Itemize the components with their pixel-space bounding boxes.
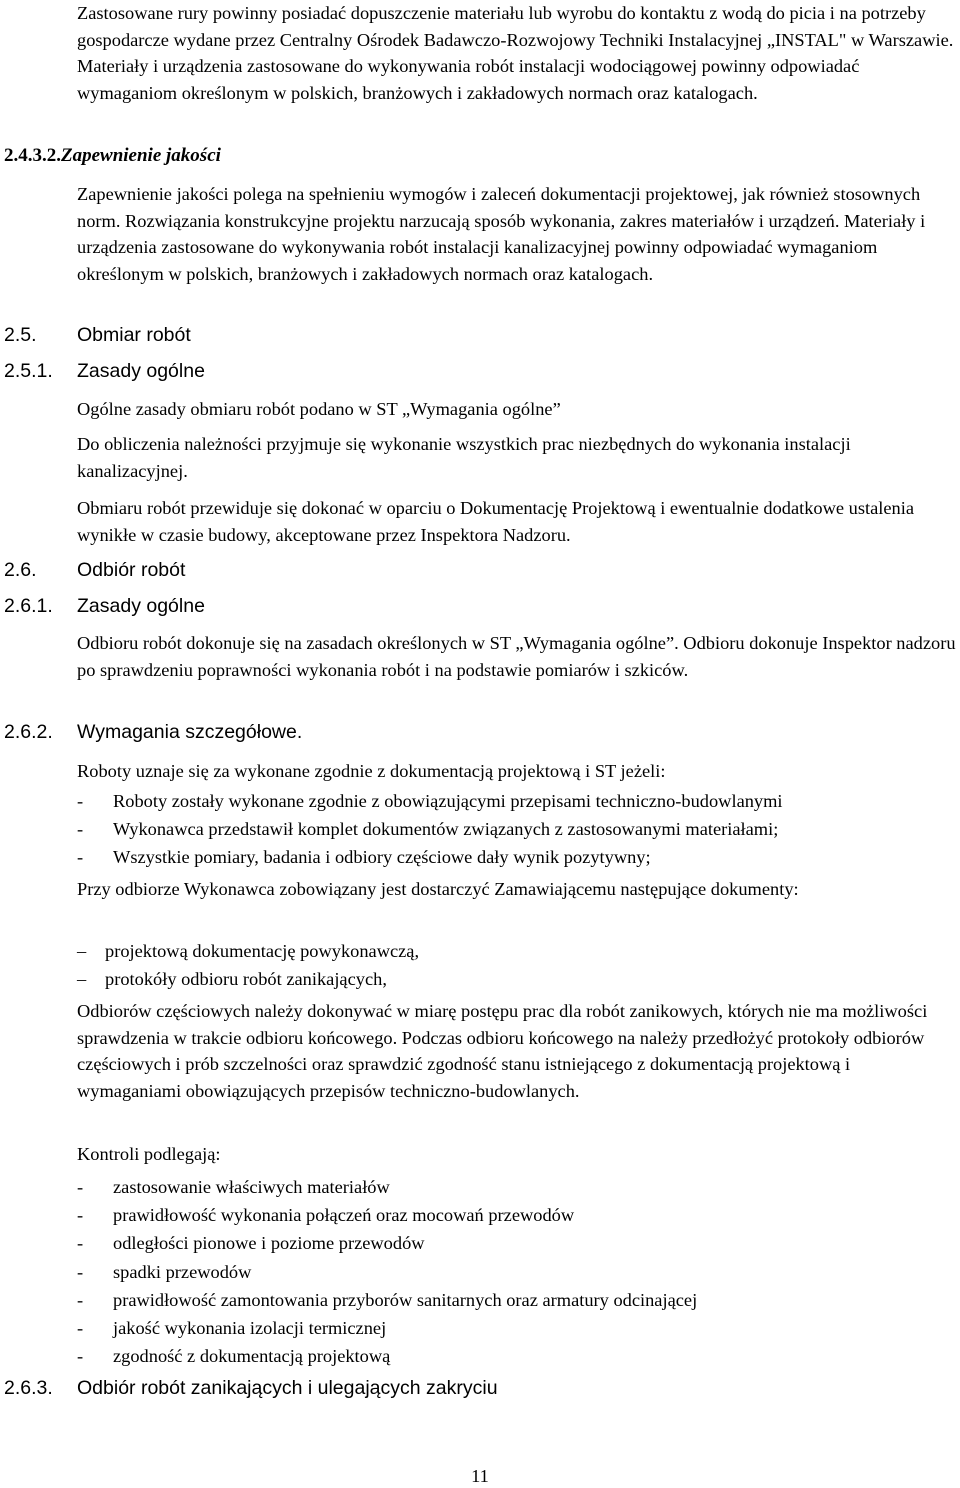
list-item: [77, 1343, 957, 1369]
list-item: [77, 1259, 957, 1285]
paragraph-inspection-covers: Kontroli podlegają:: [77, 1144, 221, 1164]
heading-number: 2.4.3.2.: [4, 145, 61, 166]
paragraph-measurement-basis: Obmiaru robót przewiduje się dokonać w oparciu o Dokumentację Projektową i ewentualnie dodatkowe ustalenia wynikłe w czasie budowy, akceptowane przez Inspektora Nadzoru.: [77, 498, 915, 545]
heading-number: 2.5.: [4, 324, 37, 346]
heading-number: 2.6.3.: [4, 1377, 53, 1399]
heading-title: Zasady ogólne: [77, 595, 205, 617]
heading-title: Zasady ogólne: [77, 360, 205, 382]
heading-title: Wymagania szczegółowe.: [77, 721, 303, 743]
list-item-text: Roboty zostały wykonane zgodnie z obowiązującymi przepisami techniczno-budowlanymi: [113, 791, 783, 811]
heading-2-4-3-2: [4, 143, 221, 169]
paragraph-contractor-documents: Przy odbiorze Wykonawca zobowiązany jest dostarczyć Zamawiającemu następujące dokumenty:: [77, 879, 799, 899]
heading-title: Zapewnienie jakości: [61, 145, 221, 166]
paragraph-partial-acceptance: Odbiorów częściowych należy dokonywać w miarę postępu prac dla robót zanikowych, których nie ma możliwości sprawdzenia w trakcie odbioru końcowego. Podczas odbioru końcowego na należy przedłożyć protokoły odbiorów częściowych i prób szczelności oraz sprawdzić zgodność stanu istniejącego z dokumentacją projektową i wymaganiami obowiązujących przepisów techniczno-budowlanych.: [77, 1001, 928, 1101]
dash-marker: -: [77, 1346, 84, 1366]
dash-marker: -: [77, 819, 84, 839]
dash-marker: -: [77, 1233, 84, 1253]
dash-marker: -: [77, 1318, 84, 1338]
list-item: [77, 1315, 957, 1341]
paragraph-materials-water: Zastosowane rury powinny posiadać dopuszczenie materiału lub wyrobu do kontaktu z wodą do picia i na potrzeby gospodarcze wydane przez Centralny Ośrodek Badawczo-Rozwojowy Techniki Instalacyjnej „INSTAL" w Warszawie. Materiały i urządzenia zastosowane do wykonywania robót instalacji wodociągowej powinny odpowiadać wymaganiom określonym w polskich, branżowych i zakładowych normach oraz katalogach.: [77, 3, 954, 103]
paragraph-quality-assurance: Zapewnienie jakości polega na spełnieniu wymogów i zaleceń dokumentacji projektowej, jak również stosownych norm. Rozwiązania konstrukcyjne projektu narzucają sposób wykonania, zakres materiałów i urządzeń. Materiały i urządzenia zastosowane do wykonywania robót instalacji kanalizacyjnej powinny odpowiadać wymaganiom określonym w polskich, branżowych i zakładowych normach oraz katalogach.: [77, 184, 926, 284]
list-item: [77, 966, 387, 992]
heading-number: 2.6.: [4, 559, 37, 581]
list-item: [77, 1174, 957, 1200]
dash-marker: –: [77, 969, 87, 989]
list-item-text: odległości pionowe i poziome przewodów: [113, 1233, 425, 1253]
list-item: [77, 788, 957, 814]
paragraph-measurement-general: Ogólne zasady obmiaru robót podano w ST „Wymagania ogólne”: [77, 399, 561, 419]
heading-title: Odbiór robót zanikających i ulegających zakryciu: [77, 1377, 498, 1399]
heading-title: Obmiar robót: [77, 324, 191, 346]
paragraph-acceptance-general: Odbioru robót dokonuje się na zasadach określonych w ST „Wymagania ogólne”. Odbioru dokonuje Inspektor nadzoru po sprawdzeniu poprawności wykonania robót i na podstawie pomiarów i szkiców.: [77, 633, 956, 680]
paragraph-works-accepted-if: Roboty uznaje się za wykonane zgodnie z dokumentacją projektową i ST jeżeli:: [77, 761, 666, 781]
list-item: [77, 1230, 957, 1256]
heading-number: 2.6.2.: [4, 721, 53, 743]
heading-2-6: [4, 557, 185, 583]
list-item: [77, 816, 957, 842]
list-item-text: prawidłowość zamontowania przyborów sanitarnych oraz armatury odcinającej: [113, 1290, 698, 1310]
list-item-text: Wykonawca przedstawił komplet dokumentów związanych z zastosowanymi materiałami;: [113, 819, 779, 839]
list-item-text: zgodność z dokumentacją projektową: [113, 1346, 391, 1366]
dash-marker: -: [77, 1177, 84, 1197]
list-item-text: prawidłowość wykonania połączeń oraz mocowań przewodów: [113, 1205, 575, 1225]
list-item-text: jakość wykonania izolacji termicznej: [113, 1318, 387, 1338]
list-item: [77, 938, 419, 964]
heading-2-5: [4, 322, 191, 348]
list-item-text: projektową dokumentację powykonawczą,: [105, 941, 420, 961]
list-item: [77, 1287, 957, 1313]
dash-marker: -: [77, 1290, 84, 1310]
heading-2-6-1: [4, 593, 205, 619]
paragraph-payment-calculation: Do obliczenia należności przyjmuje się wykonanie wszystkich prac niezbędnych do wykonania instalacji kanalizacyjnej.: [77, 434, 851, 481]
dash-marker: -: [77, 791, 84, 811]
page-number: 11: [471, 1466, 489, 1486]
list-item-text: spadki przewodów: [113, 1262, 252, 1282]
heading-2-5-1: [4, 358, 205, 384]
list-item-text: protokóły odbioru robót zanikających,: [105, 969, 387, 989]
list-item: [77, 1202, 957, 1228]
heading-title: Odbiór robót: [77, 559, 186, 581]
dash-marker: -: [77, 847, 84, 867]
list-item-text: zastosowanie właściwych materiałów: [113, 1177, 390, 1197]
list-item: [77, 844, 957, 870]
heading-number: 2.5.1.: [4, 360, 53, 382]
dash-marker: -: [77, 1205, 84, 1225]
heading-number: 2.6.1.: [4, 595, 53, 617]
list-item-text: Wszystkie pomiary, badania i odbiory częściowe dały wynik pozytywny;: [113, 847, 651, 867]
heading-2-6-3: [4, 1375, 498, 1401]
dash-marker: –: [77, 941, 87, 961]
heading-2-6-2: [4, 719, 302, 745]
dash-marker: -: [77, 1262, 84, 1282]
